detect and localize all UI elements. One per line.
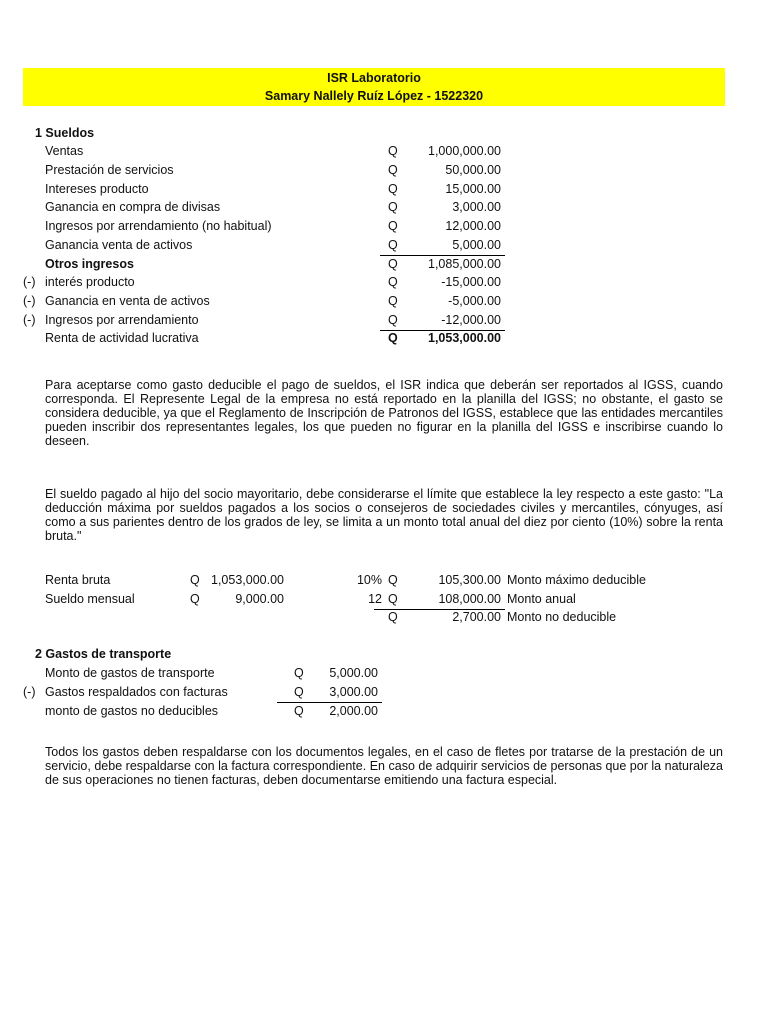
- calc-currency: Q: [388, 592, 398, 606]
- row-label: Ingresos por arrendamiento: [45, 313, 199, 327]
- row-currency: Q: [294, 666, 304, 680]
- row-amount: 5,000.00: [452, 238, 501, 252]
- document-subtitle: Samary Nallely Ruíz López - 1522320: [264, 89, 484, 103]
- row-label: interés producto: [45, 275, 135, 289]
- calc-result: 108,000.00: [438, 592, 501, 606]
- row-amount: 12,000.00: [445, 219, 501, 233]
- row-amount: 50,000.00: [445, 163, 501, 177]
- calc-result: 2,700.00: [452, 610, 501, 624]
- row-amount: -12,000.00: [441, 313, 501, 327]
- calc-label: Sueldo mensual: [45, 592, 135, 606]
- row-currency: Q: [388, 163, 398, 177]
- row-label: Ganancia en venta de activos: [45, 294, 210, 308]
- calc-value: 9,000.00: [235, 592, 284, 606]
- row-sign: (-): [23, 313, 36, 327]
- row-sign: (-): [23, 275, 36, 289]
- row-label: Ingresos por arrendamiento (no habitual): [45, 219, 272, 233]
- paragraph-igss: Para aceptarse como gasto deducible el pago de sueldos, el ISR indica que deberán ser reportados al IGSS, cuando corresponda. El Represente Legal de la empresa no está reportado en la planilla del IGSS; no obstante, el gasto se considera deducible, ya que el Reglamento de Inscripción de Patronos del IGSS, establece que las entidades mercantiles pueden inscribir dos representantes legales, los que pueden no figurar en la planilla del IGSS e inscribirse cuando lo deseen.: [45, 378, 723, 448]
- row-amount: 1,085,000.00: [428, 257, 501, 271]
- calc-currency: Q: [190, 573, 200, 587]
- row-amount: -15,000.00: [441, 275, 501, 289]
- calc-label: Renta bruta: [45, 573, 111, 587]
- paragraph-documentation: Todos los gastos deben respaldarse con los documentos legales, en el caso de fletes por tratarse de la prestación de un servicio, debe respaldarse con la factura correspondiente. En caso de adquirir servicios de personas que por la naturaleza de sus operaciones no tienen facturas, deben documentarse emitiendo una factura especial.: [45, 745, 723, 787]
- row-currency: Q: [388, 182, 398, 196]
- calc-factor: 10%: [356, 573, 382, 587]
- row-label: Otros ingresos: [45, 257, 134, 271]
- row-label: Renta de actividad lucrativa: [45, 331, 199, 345]
- row-currency: Q: [388, 238, 398, 252]
- row-label: Ganancia en compra de divisas: [45, 200, 221, 214]
- row-label: Ventas: [45, 144, 84, 158]
- row-amount: 2,000.00: [329, 704, 378, 718]
- row-currency: Q: [294, 704, 304, 718]
- calc-factor: 12: [368, 592, 382, 606]
- row-currency: Q: [388, 275, 398, 289]
- row-currency: Q: [388, 331, 398, 345]
- row-currency: Q: [388, 200, 398, 214]
- row-label: Monto de gastos de transporte: [45, 666, 215, 680]
- row-currency: Q: [388, 257, 398, 271]
- row-sign: (-): [23, 685, 36, 699]
- calc-value: 1,053,000.00: [211, 573, 284, 587]
- row-amount: 3,000.00: [452, 200, 501, 214]
- row-label: monto de gastos no deducibles: [45, 704, 219, 718]
- row-label: Prestación de servicios: [45, 163, 174, 177]
- row-amount: 3,000.00: [329, 685, 378, 699]
- row-currency: Q: [388, 144, 398, 158]
- row-currency: Q: [388, 313, 398, 327]
- row-amount: -5,000.00: [448, 294, 501, 308]
- row-amount: 15,000.00: [445, 182, 501, 196]
- row-sign: (-): [23, 294, 36, 308]
- calc-currency: Q: [388, 573, 398, 587]
- row-label: Gastos respaldados con facturas: [45, 685, 228, 699]
- section-1-heading: 1 Sueldos: [35, 126, 95, 140]
- row-label: Intereses producto: [45, 182, 149, 196]
- row-amount: 1,053,000.00: [428, 331, 501, 345]
- calc-note: Monto no deducible: [507, 610, 617, 624]
- calc-currency: Q: [388, 610, 398, 624]
- row-currency: Q: [388, 219, 398, 233]
- calc-note: Monto anual: [507, 592, 576, 606]
- row-currency: Q: [388, 294, 398, 308]
- row-currency: Q: [294, 685, 304, 699]
- calc-note: Monto máximo deducible: [507, 573, 646, 587]
- document-title: ISR Laboratorio: [327, 71, 421, 85]
- document-header: [23, 68, 725, 106]
- row-label: Ganancia venta de activos: [45, 238, 193, 252]
- row-amount: 1,000,000.00: [428, 144, 501, 158]
- calc-result: 105,300.00: [438, 573, 501, 587]
- calc-currency: Q: [190, 592, 200, 606]
- section-2-heading: 2 Gastos de transporte: [35, 647, 172, 661]
- row-amount: 5,000.00: [329, 666, 378, 680]
- paragraph-deduction-limit: El sueldo pagado al hijo del socio mayoritario, debe considerarse el límite que establece la ley respecto a este gasto: "La deducción máxima por sueldos pagados a los socios o consejeros de sociedades civiles y mercantiles, cónyuges, así como a sus parientes dentro de los grados de ley, se limita a un monto total anual del diez por ciento (10%) sobre la renta bruta.": [45, 487, 723, 543]
